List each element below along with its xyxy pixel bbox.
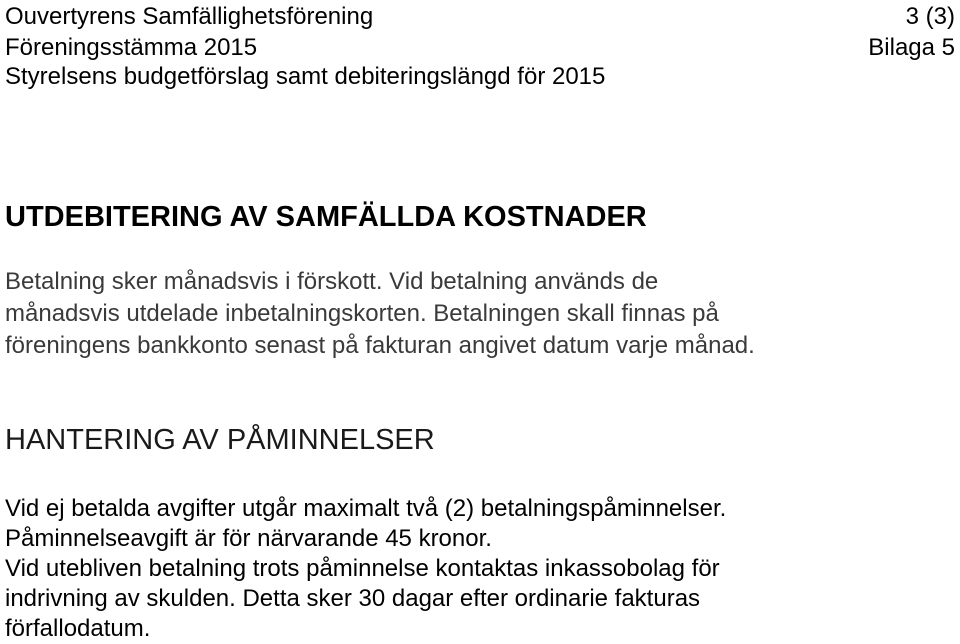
org-name: Ouvertyrens Samfällighetsförening [5,3,374,30]
header-row-2 [5,34,955,62]
meeting-name: Föreningsstämma 2015 [5,34,258,61]
attachment-label: Bilaga 5 [868,34,955,61]
page-number: 3 (3) [905,3,955,30]
paragraph-paminnelser [5,494,726,644]
paragraph-betalning [5,266,755,362]
paragraph-line: indrivning av skulden. Detta sker 30 dagar efter ordinarie fakturas [5,585,701,612]
paragraph-line: Påminnelseavgift är för närvarande 45 kronor. [5,525,492,552]
document-subtitle: Styrelsens budgetförslag samt debiteringslängd för 2015 [5,63,606,90]
paragraph-line: Vid utebliven betalning trots påminnelse kontaktas inkassobolag för [5,555,720,582]
paragraph-line: månadsvis utdelade inbetalningskorten. Betalningen skall finnas på [5,300,719,327]
paragraph-line: Betalning sker månadsvis i förskott. Vid betalning används de [5,268,659,295]
header-row-1 [5,3,955,31]
section-heading-debitering: UTDEBITERING AV SAMFÄLLDA KOSTNADER [5,201,647,233]
paragraph-line: föreningens bankkonto senast på fakturan angivet datum varje månad. [5,332,755,359]
header-row-3 [5,63,955,91]
paragraph-line: Vid ej betalda avgifter utgår maximalt två (2) betalningspåminnelser. [5,495,727,522]
section-heading-paminnelser: HANTERING AV PÅMINNELSER [5,424,435,456]
paragraph-line: förfallodatum. [5,615,151,642]
